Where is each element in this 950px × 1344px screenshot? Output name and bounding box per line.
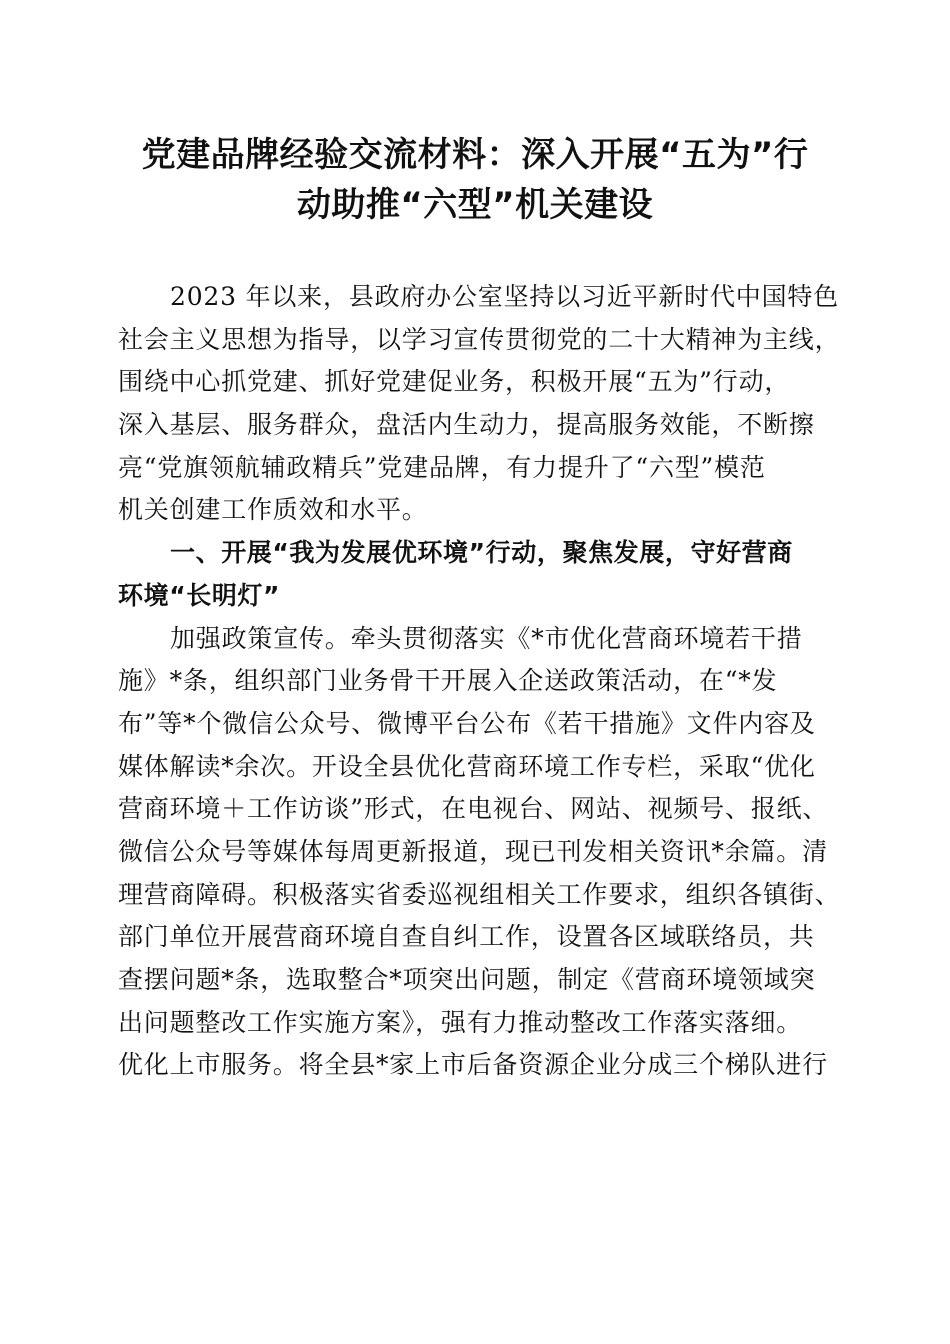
intro-line: 2023 年以来，县政府办公室坚持以习近平新时代中国特色 bbox=[170, 282, 839, 311]
intro-paragraph bbox=[118, 276, 841, 532]
section-1-heading bbox=[118, 532, 838, 617]
body-line: 理营商障碍。积极落实省委巡视组相关工作要求，组织各镇街、 bbox=[118, 879, 841, 909]
body-line: 加强政策宣传。牵头贯彻落实《*市优化营商环境若干措 bbox=[170, 623, 803, 653]
document-body bbox=[118, 276, 841, 1087]
body-line: 施》*条，组织部门业务骨干开展入企送政策活动，在“*发 bbox=[118, 666, 778, 696]
intro-line: 亮“党旗领航辅政精兵”党建品牌，有力提升了“六型”模范 bbox=[118, 452, 766, 482]
intro-line: 深入基层、服务群众，盘活内生动力，提高服务效能，不断擦 bbox=[118, 410, 815, 440]
section-1-paragraph bbox=[118, 618, 841, 1088]
intro-line: 围绕中心抓党建、抓好党建促业务，积极开展“五为”行动， bbox=[118, 367, 791, 397]
body-line: 微信公众号等媒体每周更新报道，现已刊发相关资讯*余篇。清 bbox=[118, 836, 828, 866]
title-line-1: 党建品牌经验交流材料：深入开展“五为”行 bbox=[141, 135, 809, 175]
body-line: 营商环境＋工作访谈”形式，在电视台、网站、视频号、报纸、 bbox=[118, 794, 829, 824]
body-line: 部门单位开展营商环境自查自纠工作，设置各区域联络员，共 bbox=[118, 922, 815, 952]
body-line: 出问题整改工作实施方案》，强有力推动整改工作落实落细。 bbox=[118, 1007, 803, 1037]
document-title bbox=[100, 130, 850, 230]
section-heading-line: 一、开展“我为发展优环境”行动，聚焦发展，守好营商 bbox=[170, 538, 793, 568]
body-line: 优化上市服务。将全县*家上市后备资源企业分成三个梯队进行 bbox=[118, 1050, 828, 1080]
intro-line: 机关创建工作质效和水平。 bbox=[118, 495, 428, 525]
title-line-2: 动助推“六型”机关建设 bbox=[296, 185, 654, 225]
body-line: 媒体解读*余次。开设全县优化营商环境工作专栏，采取“优化 bbox=[118, 751, 816, 781]
body-line: 查摆问题*条，选取整合*项突出问题，制定《营商环境领域突 bbox=[118, 965, 816, 994]
body-line: 布”等*个微信公众号、微博平台公布《若干措施》文件内容及 bbox=[118, 708, 816, 738]
section-heading-line: 环境“长明灯” bbox=[118, 580, 281, 610]
intro-line: 社会主义思想为指导，以学习宣传贯彻党的二十大精神为主线， bbox=[118, 324, 841, 354]
